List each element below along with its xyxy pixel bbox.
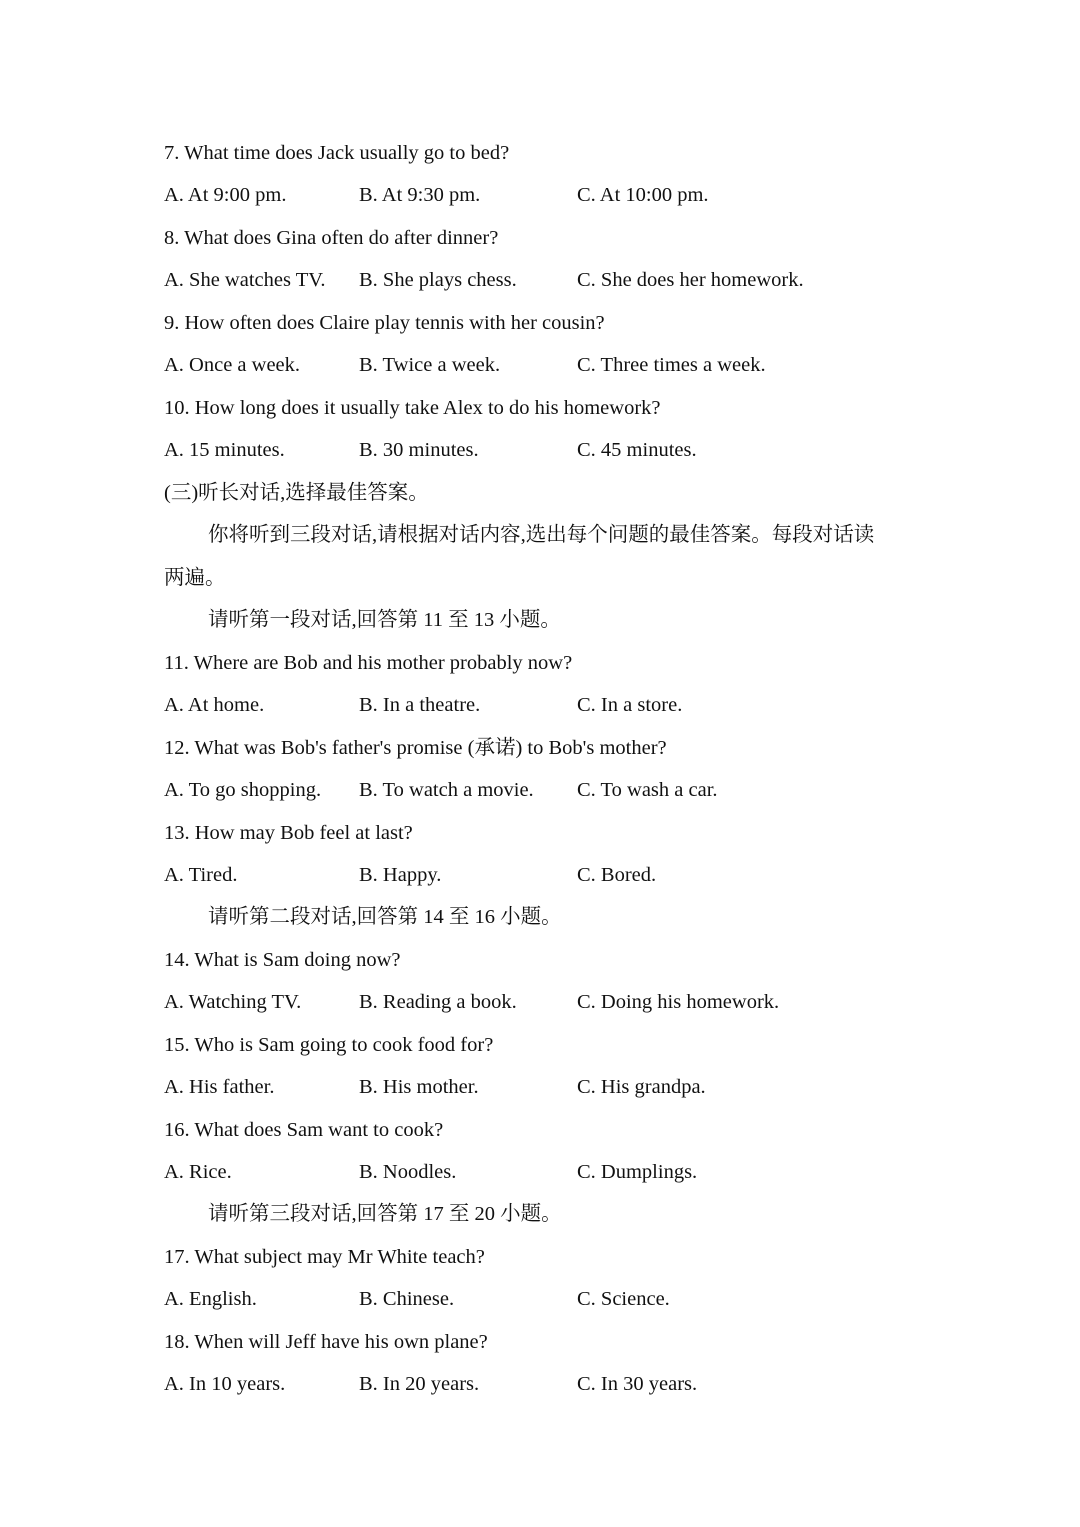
- option-c: C. At 10:00 pm.: [577, 184, 709, 206]
- question-9: 9. How often does Claire play tennis with her cousin?: [164, 312, 605, 334]
- question-18: 18. When will Jeff have his own plane?: [164, 1331, 488, 1353]
- option-b: B. 30 minutes.: [359, 439, 479, 461]
- option-b: B. Happy.: [359, 864, 442, 886]
- option-b: B. In 20 years.: [359, 1373, 480, 1395]
- question-10: 10. How long does it usually take Alex to do his homework?: [164, 397, 661, 419]
- option-a: A. Rice.: [164, 1161, 232, 1183]
- question-17: 17. What subject may Mr White teach?: [164, 1246, 485, 1268]
- option-b: B. His mother.: [359, 1076, 479, 1098]
- option-a: A. Tired.: [164, 864, 238, 886]
- option-a: A. In 10 years.: [164, 1373, 286, 1395]
- option-c: C. His grandpa.: [577, 1076, 706, 1098]
- option-a: A. Watching TV.: [164, 991, 302, 1013]
- question-12: 12. What was Bob's father's promise (承诺) to Bob's mother?: [164, 737, 667, 759]
- option-a: A. English.: [164, 1288, 257, 1310]
- option-b: B. Reading a book.: [359, 991, 517, 1013]
- question-8: 8. What does Gina often do after dinner?: [164, 227, 499, 249]
- option-b: B. Chinese.: [359, 1288, 455, 1310]
- option-a: A. At 9:00 pm.: [164, 184, 287, 206]
- option-b: B. Noodles.: [359, 1161, 457, 1183]
- question-15: 15. Who is Sam going to cook food for?: [164, 1034, 494, 1056]
- question-13: 13. How may Bob feel at last?: [164, 822, 413, 844]
- option-c: C. She does her homework.: [577, 269, 804, 291]
- option-a: A. At home.: [164, 694, 265, 716]
- option-b: B. Twice a week.: [359, 354, 501, 376]
- option-b: B. At 9:30 pm.: [359, 184, 481, 206]
- option-b: B. She plays chess.: [359, 269, 517, 291]
- section-instruction-continued: 两遍。: [164, 567, 226, 589]
- option-c: C. Doing his homework.: [577, 991, 780, 1013]
- dialogue-2-instruction: 请听第二段对话,回答第 14 至 16 小题。: [208, 906, 562, 928]
- option-a: A. 15 minutes.: [164, 439, 285, 461]
- option-c: C. In a store.: [577, 694, 683, 716]
- option-c: C. Three times a week.: [577, 354, 766, 376]
- question-16: 16. What does Sam want to cook?: [164, 1119, 444, 1141]
- option-b: B. To watch a movie.: [359, 779, 534, 801]
- option-c: C. To wash a car.: [577, 779, 718, 801]
- option-a: A. His father.: [164, 1076, 275, 1098]
- option-c: C. Dumplings.: [577, 1161, 698, 1183]
- option-a: A. She watches TV.: [164, 269, 326, 291]
- section-instruction: 你将听到三段对话,请根据对话内容,选出每个问题的最佳答案。每段对话读: [208, 524, 875, 546]
- dialogue-1-instruction: 请听第一段对话,回答第 11 至 13 小题。: [208, 609, 561, 631]
- option-c: C. 45 minutes.: [577, 439, 697, 461]
- dialogue-3-instruction: 请听第三段对话,回答第 17 至 20 小题。: [208, 1203, 562, 1225]
- section-heading: (三)听长对话,选择最佳答案。: [164, 482, 429, 504]
- question-14: 14. What is Sam doing now?: [164, 949, 401, 971]
- option-b: B. In a theatre.: [359, 694, 481, 716]
- option-c: C. In 30 years.: [577, 1373, 698, 1395]
- option-a: A. Once a week.: [164, 354, 301, 376]
- option-c: C. Science.: [577, 1288, 670, 1310]
- question-7: 7. What time does Jack usually go to bed?: [164, 142, 510, 164]
- option-c: C. Bored.: [577, 864, 657, 886]
- option-a: A. To go shopping.: [164, 779, 322, 801]
- question-11: 11. Where are Bob and his mother probably now?: [164, 652, 573, 674]
